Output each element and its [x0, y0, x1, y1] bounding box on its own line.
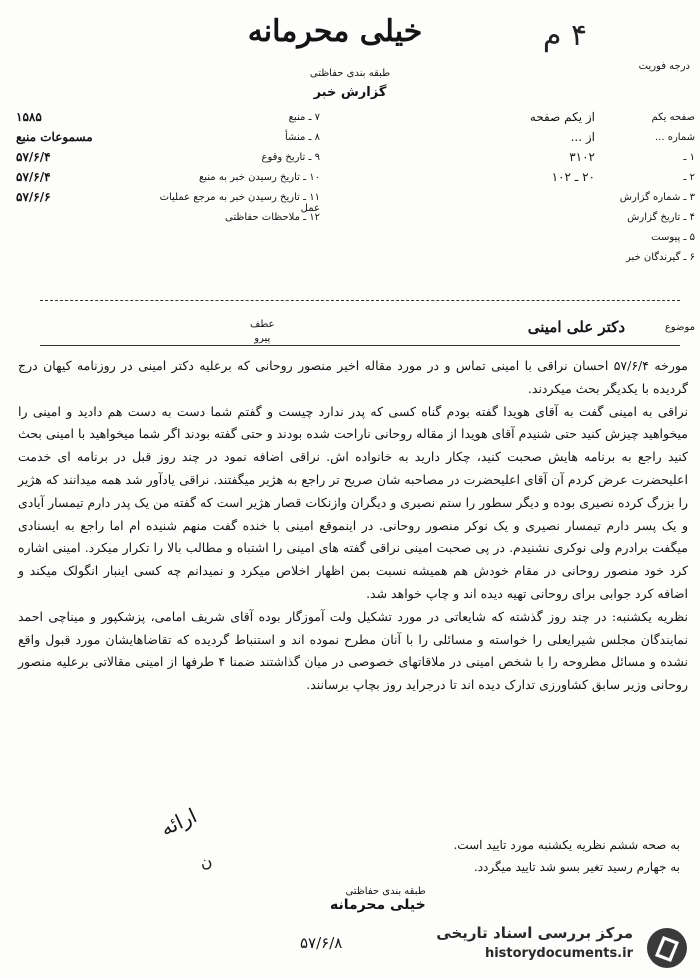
- reference-label-2: پیرو: [254, 333, 271, 344]
- watermark-url: historydocuments.ir: [484, 946, 633, 961]
- subject-label: موضوع: [664, 322, 695, 333]
- form-value: ۳۱۰۲: [569, 150, 595, 164]
- form-row: [10, 190, 320, 214]
- report-body: [18, 355, 688, 697]
- form-label: ۱۰ ـ تاریخ رسیدن خبر به منبع: [198, 172, 320, 183]
- footer-date: ۵۷/۶/۸: [300, 934, 343, 952]
- form-label: ۷ ـ منبع: [288, 112, 320, 123]
- form-value: ۱۵۸۵: [16, 110, 42, 124]
- form-row: [340, 190, 695, 210]
- form-row: [10, 130, 320, 150]
- subject-value: دکتر علی امینی: [527, 318, 625, 336]
- watermark-title: مرکز بررسی اسناد تاریخی: [436, 924, 633, 942]
- classification-label: طبقه بندی حفاظتی: [309, 68, 391, 79]
- footer-notes: [40, 834, 680, 878]
- reference-label-1: عطف: [250, 319, 275, 330]
- body-paragraph: نظریه یکشنبه: در چند روز گذشته که شایعاتی در مورد تشکیل ولت آموزگار بوده آقای شریف امامی، پزشکپور و میناچی احمد نمایندگان مجلس شیرایعلی را خواسته و مسائلی را با آنان مطرح نموده اند و استنباط گردیده که تقاضاهایشان مورد قبول واقع نشده و مسائل مطروحه را با شخص امینی در ملاقاتهای خصوصی در میان گذاشتند ضمنا ۴ طرفها از امینی مقالاتی برعلیه منصور روحانی وزیر سابق کشاورزی تدارک دیده اند تا درجراید روز بچاپ برسانند.: [18, 608, 688, 693]
- body-paragraph: مورخه ۵۷/۶/۴ احسان نراقی با امینی تماس و در مورد مقاله اخیر منصور روحانی که برعلیه دکتر امینی در روزنامه کیهان درج گردیده با یکدیگر بحث میکردند.: [18, 358, 689, 396]
- form-row: [340, 150, 695, 170]
- handwritten-signature: ن: [197, 850, 215, 873]
- footer-stamp-text: خیلی محرمانه: [330, 897, 426, 913]
- form-row: [340, 110, 695, 130]
- form-label: ۶ ـ گیرندگان خبر: [625, 252, 695, 263]
- form-row: [10, 150, 320, 170]
- form-row: [10, 170, 320, 190]
- form-row: [340, 130, 695, 150]
- handwritten-number: ۴ م: [542, 18, 588, 53]
- form-label: ۱۱ ـ تاریخ رسیدن خبر به مرجع عملیات عمل: [159, 192, 320, 214]
- form-row: [340, 250, 695, 270]
- form-right-column: [340, 110, 695, 270]
- separator-line: [40, 300, 680, 301]
- reference-block: [250, 318, 275, 346]
- form-label: ۹ ـ تاریخ وقوع: [261, 152, 320, 163]
- form-value: ۵۷/۶/۴: [16, 170, 51, 184]
- form-value: مسموعات منبع: [16, 130, 93, 144]
- classification-block: [250, 68, 450, 100]
- form-value: ۲۰ ـ ۱۰۲: [551, 170, 595, 184]
- form-value: ۵۷/۶/۶: [16, 190, 51, 204]
- footer-stamp: [330, 886, 426, 913]
- footer-line: به صحه ششم نظریه یکشنبه مورد تایید است.: [453, 838, 680, 852]
- archive-watermark: [405, 922, 695, 976]
- form-value: از یکم صفحه: [529, 110, 595, 124]
- subject-underline: [40, 345, 680, 346]
- form-row: [340, 170, 695, 190]
- form-label: ۳ ـ شماره گزارش: [619, 192, 695, 203]
- form-row: [10, 110, 320, 130]
- form-label: ۲ ـ: [683, 172, 695, 183]
- form-row: [340, 230, 695, 250]
- priority-label: درجه فوریت: [638, 61, 690, 72]
- report-type: گزارش خبر: [313, 85, 387, 100]
- form-label: ۸ ـ منشأ: [284, 132, 320, 143]
- footer-stamp-label: طبقه بندی حفاظتی: [345, 886, 426, 897]
- form-label: ۵ ـ پیوست: [651, 232, 695, 243]
- subject-row: [10, 318, 695, 348]
- document-title: خیلی محرمانه: [247, 14, 423, 49]
- form-value: از ...: [570, 130, 595, 144]
- form-value: ۵۷/۶/۴: [16, 150, 51, 164]
- form-label: ۱۲ ـ ملاحظات حفاظتی: [225, 212, 320, 223]
- form-label: ۴ ـ تاریخ گزارش: [627, 212, 695, 223]
- body-paragraph: نراقی به امینی گفت به آقای هویدا گفته بودم گناه کسی که پدر ندارد چیست و گفتم شما دست به دست هم دادید و امینی را میخواهید چیزش کنید حتی شنیدم آقای هویدا از مقاله روحانی ناراحت شده بودند و حتی گفته بودند اگر شما میخواهید با امینی بحث کنید راجع به برنامه هایش صحبت کنید، چکار دارید به خانواده اش. نراقی اضافه نمود در چند روز قبل در برنامه ای خدمت اعلیحضرت عرض کردم آن آقای اعلیحضرت در مصاحبه شان صریح تر راجع به هژیر میگفتند. نراقی یادآور شد همه میدانند که هژیر را بزرگ کرده نصیری بوده و دیگر سطور را ستم نصیری و دیگران وازنکات قصار هژیر است که گفته من یک پدر دارم تیمسار آیادی و یک پسر دارم تیمسار نصیری و یک نوکر منصور روحانی. در اینموقع امینی با خنده گفت منهم شنیده ام اما راجع به ایسنادی میگفت برادرم ولی نوکری نشنیدم. در پی صحبت امینی نراقی گفته های امینی را اشتباه و مطالب بالا را تکرار میکرد. امینی اشاره کرد خود منصور روحانی در مقام خودش هم همیشه نسبت بمن اظهار اخلاص میکرد و نمیدانم چه کسی اینبار انگولک میکند و اضافه کرد جوابی برای روحانی تهیه دیده اند و چاپ خواهد شد.: [18, 403, 688, 601]
- form-row: [340, 210, 695, 230]
- handwritten-signature: ارائه: [156, 803, 201, 841]
- form-label: شماره ...: [655, 132, 695, 143]
- form-left-column: [10, 110, 320, 230]
- archive-logo-icon: [645, 926, 689, 970]
- form-label: ۱ ـ: [683, 152, 695, 163]
- form-row: [10, 210, 320, 230]
- footer-line: به جهارم رسید تغیر بسو شد تایید میگردد.: [473, 860, 680, 874]
- form-label: صفحه یکم: [651, 112, 695, 123]
